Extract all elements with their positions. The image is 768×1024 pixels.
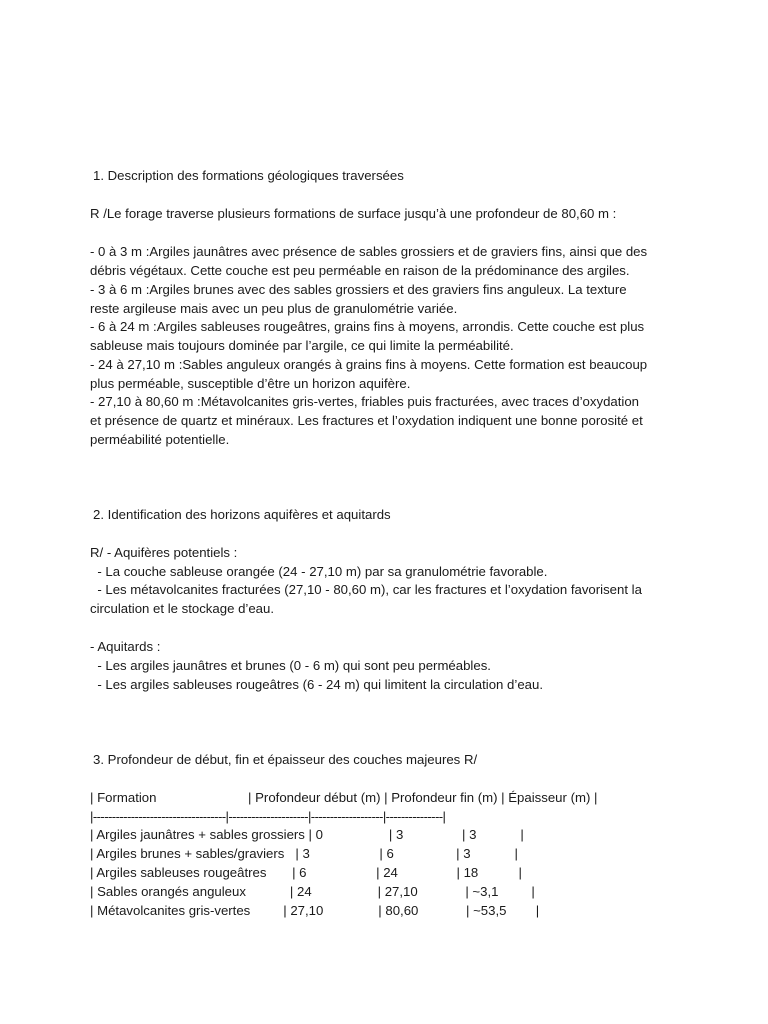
text-line: - 27,10 à 80,60 m :Métavolcanites gris-vertes, friables puis fracturées, avec traces d’oxydation (90, 394, 640, 409)
table-row: | Argiles sableuses rougeâtres | 6 | 24 | 18 | (90, 865, 522, 880)
text-line: et présence de quartz et minéraux. Les fractures et l’oxydation indiquent une bonne porosité et (90, 413, 643, 428)
text-line: reste argileuse mais avec un peu plus de granulométrie variée. (90, 301, 458, 316)
table-row: | Métavolcanites gris-vertes | 27,10 | 80,60 | ~53,5 | (90, 903, 540, 918)
text-line: - La couche sableuse orangée (24 - 27,10 m) par sa granulométrie favorable. (90, 564, 548, 579)
text-line: - Aquitards : (90, 639, 161, 654)
text-line: perméabilité potentielle. (90, 432, 230, 447)
table-separator-line: |-----------------------------------|---------------------|-------------------|---------------| (90, 809, 446, 824)
text-line: - 0 à 3 m :Argiles jaunâtres avec présence de sables grossiers et de graviers fins, ainsi que des (90, 244, 648, 259)
text-line: - Les métavolcanites fracturées (27,10 - 80,60 m), car les fractures et l’oxydation favorisent la (90, 582, 642, 597)
text-line: - 6 à 24 m :Argiles sableuses rougeâtres, grains fins à moyens, arrondis. Cette couche est plus (90, 319, 645, 334)
section1-heading: 1. Description des formations géologiques traversées (93, 168, 404, 183)
section1-intro: R /Le forage traverse plusieurs formations de surface jusqu’à une profondeur de 80,60 m : (90, 206, 617, 221)
table-row: | Argiles jaunâtres + sables grossiers | 0 | 3 | 3 | (90, 827, 524, 842)
text-line: plus perméable, susceptible d’être un horizon aquifère. (90, 376, 411, 391)
text-line: circulation et le stockage d’eau. (90, 601, 275, 616)
text-line: R/ - Aquifères potentiels : (90, 545, 238, 560)
text-line: sableuse mais toujours dominée par l’argile, ce qui limite la perméabilité. (90, 338, 514, 353)
section3-heading: 3. Profondeur de début, fin et épaisseur des couches majeures R/ (93, 752, 478, 767)
section2-heading: 2. Identification des horizons aquifères et aquitards (93, 507, 391, 522)
text-line: - 24 à 27,10 m :Sables anguleux orangés à grains fins à moyens. Cette formation est beaucoup (90, 357, 648, 372)
text-line: - 3 à 6 m :Argiles brunes avec des sables grossiers et des graviers fins anguleux. La texture (90, 282, 627, 297)
text-line: débris végétaux. Cette couche est peu perméable en raison de la prédominance des argiles. (90, 263, 630, 278)
table-row: | Sables orangés anguleux | 24 | 27,10 | ~3,1 | (90, 884, 535, 899)
table-row: | Argiles brunes + sables/graviers | 3 | 6 | 3 | (90, 846, 518, 861)
table-header-line: | Formation | Profondeur début (m) | Profondeur fin (m) | Épaisseur (m) | (90, 790, 598, 805)
text-line: - Les argiles sableuses rougeâtres (6 - 24 m) qui limitent la circulation d’eau. (90, 677, 543, 692)
text-line: - Les argiles jaunâtres et brunes (0 - 6 m) qui sont peu perméables. (90, 658, 491, 673)
